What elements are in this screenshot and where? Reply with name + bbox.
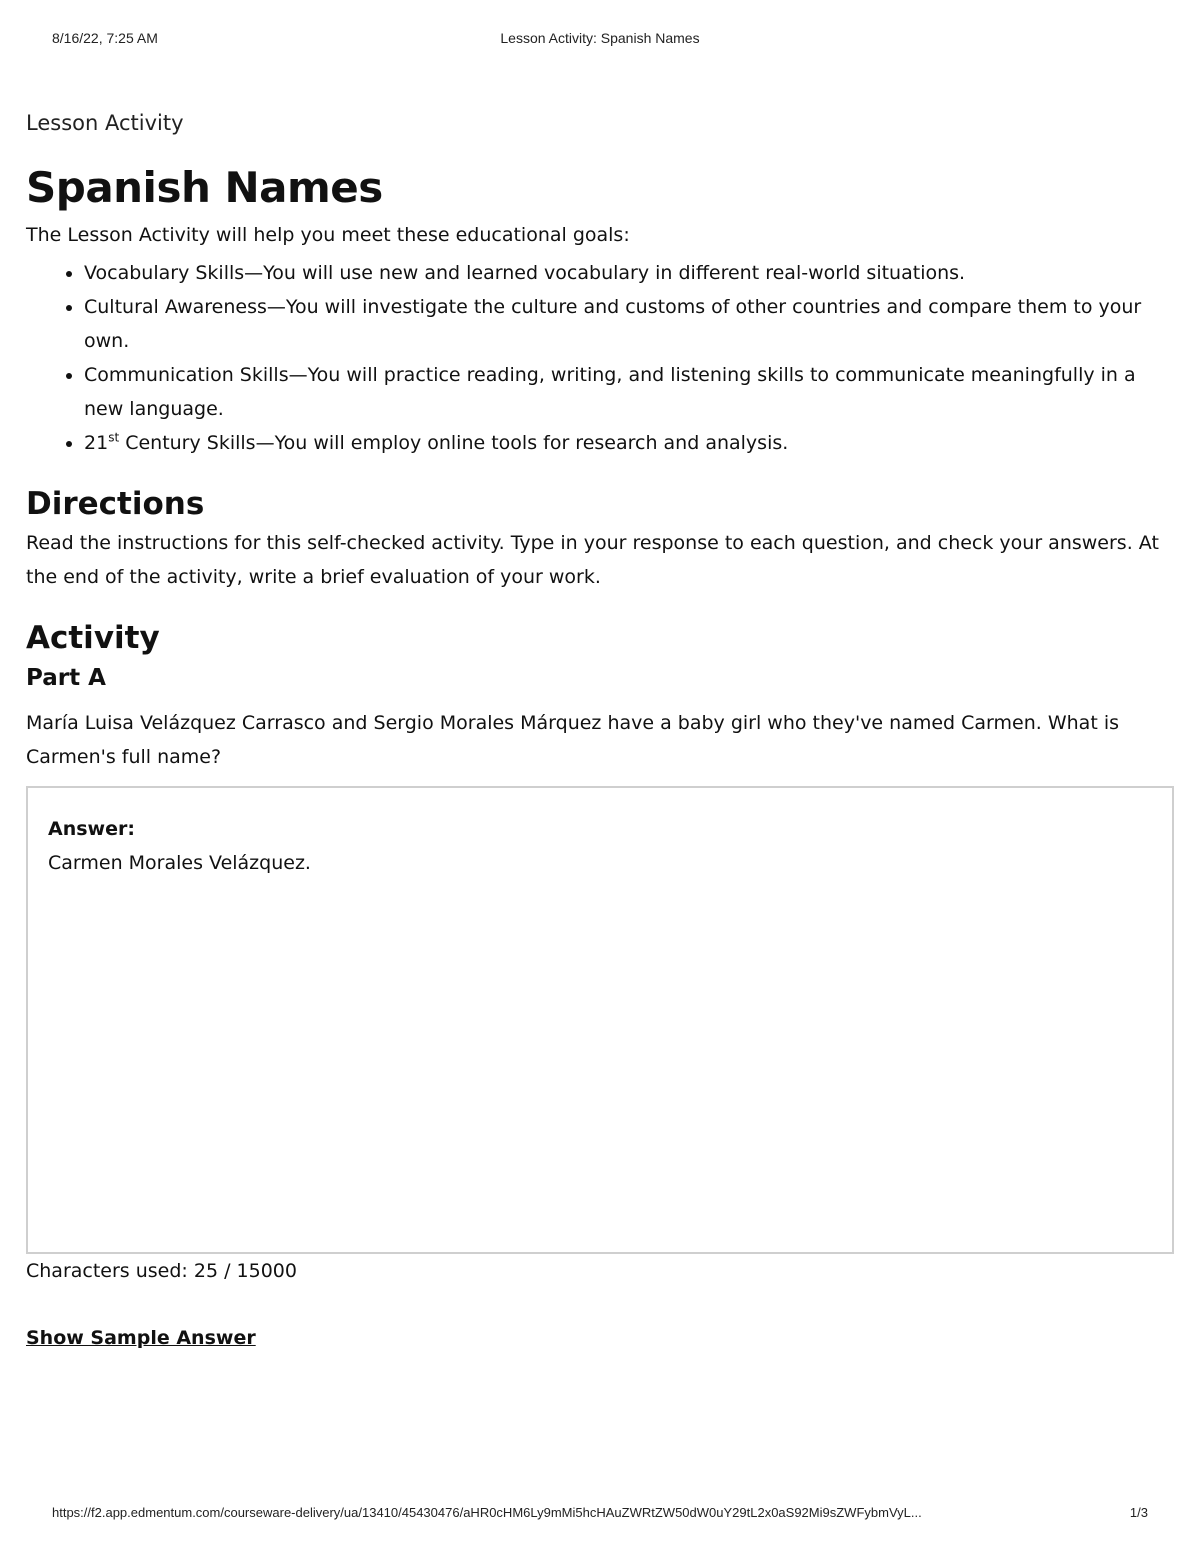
show-sample-answer-link[interactable]: Show Sample Answer — [26, 1327, 256, 1349]
answer-label: Answer: — [48, 818, 135, 840]
directions-heading: Directions — [26, 486, 205, 522]
goal-item-cultural: • Cultural Awareness—You will investigate the culture and customs of other countries and compare them to your own. — [84, 290, 1176, 358]
directions-text: Read the instructions for this self-checked activity. Type in your response to each question, and check your answers. At the end of the activity, write a brief evaluation of your work. — [26, 532, 1159, 588]
part-label: Part A — [26, 665, 106, 691]
answer-field[interactable] — [26, 786, 1174, 1254]
goal-21-prefix: 21 — [84, 432, 109, 454]
answer-text[interactable]: Carmen Morales Velázquez. — [48, 852, 311, 874]
page-title: Spanish Names — [26, 163, 383, 212]
goals-list — [26, 256, 1176, 460]
character-count: Characters used: 25 / 15000 — [26, 1260, 297, 1282]
print-document-title: Lesson Activity: Spanish Names — [500, 30, 700, 46]
goal-item-vocabulary: • Vocabulary Skills—You will use new and learned vocabulary in different real-world situations. — [84, 256, 1176, 290]
print-footer — [52, 1505, 1148, 1525]
goals-intro: The Lesson Activity will help you meet these educational goals: — [26, 224, 630, 246]
question-text: María Luisa Velázquez Carrasco and Sergio Morales Márquez have a baby girl who they've named Carmen. What is Carmen's full name? — [26, 712, 1119, 768]
print-header — [0, 30, 1200, 50]
goal-item-21st-century — [84, 426, 1176, 460]
page-number: 1/3 — [1129, 1505, 1148, 1520]
goal-item-communication: • Communication Skills—You will practice reading, writing, and listening skills to communicate meaningfully in a new language. — [84, 358, 1176, 426]
lesson-eyebrow: Lesson Activity — [26, 111, 184, 135]
lesson-content — [26, 106, 1176, 1355]
print-url: https://f2.app.edmentum.com/courseware-delivery/ua/13410/45430476/aHR0cHM6Ly9mMi5hcHAuZWRtZW50dW0uY29tL2x0aS92Mi9sZWFybmVyL... — [52, 1505, 922, 1520]
goal-21-superscript: st — [108, 430, 120, 445]
goal-21-text: Century Skills—You will employ online tools for research and analysis. — [119, 432, 789, 454]
activity-heading: Activity — [26, 620, 160, 656]
print-date: 8/16/22, 7:25 AM — [52, 30, 158, 46]
